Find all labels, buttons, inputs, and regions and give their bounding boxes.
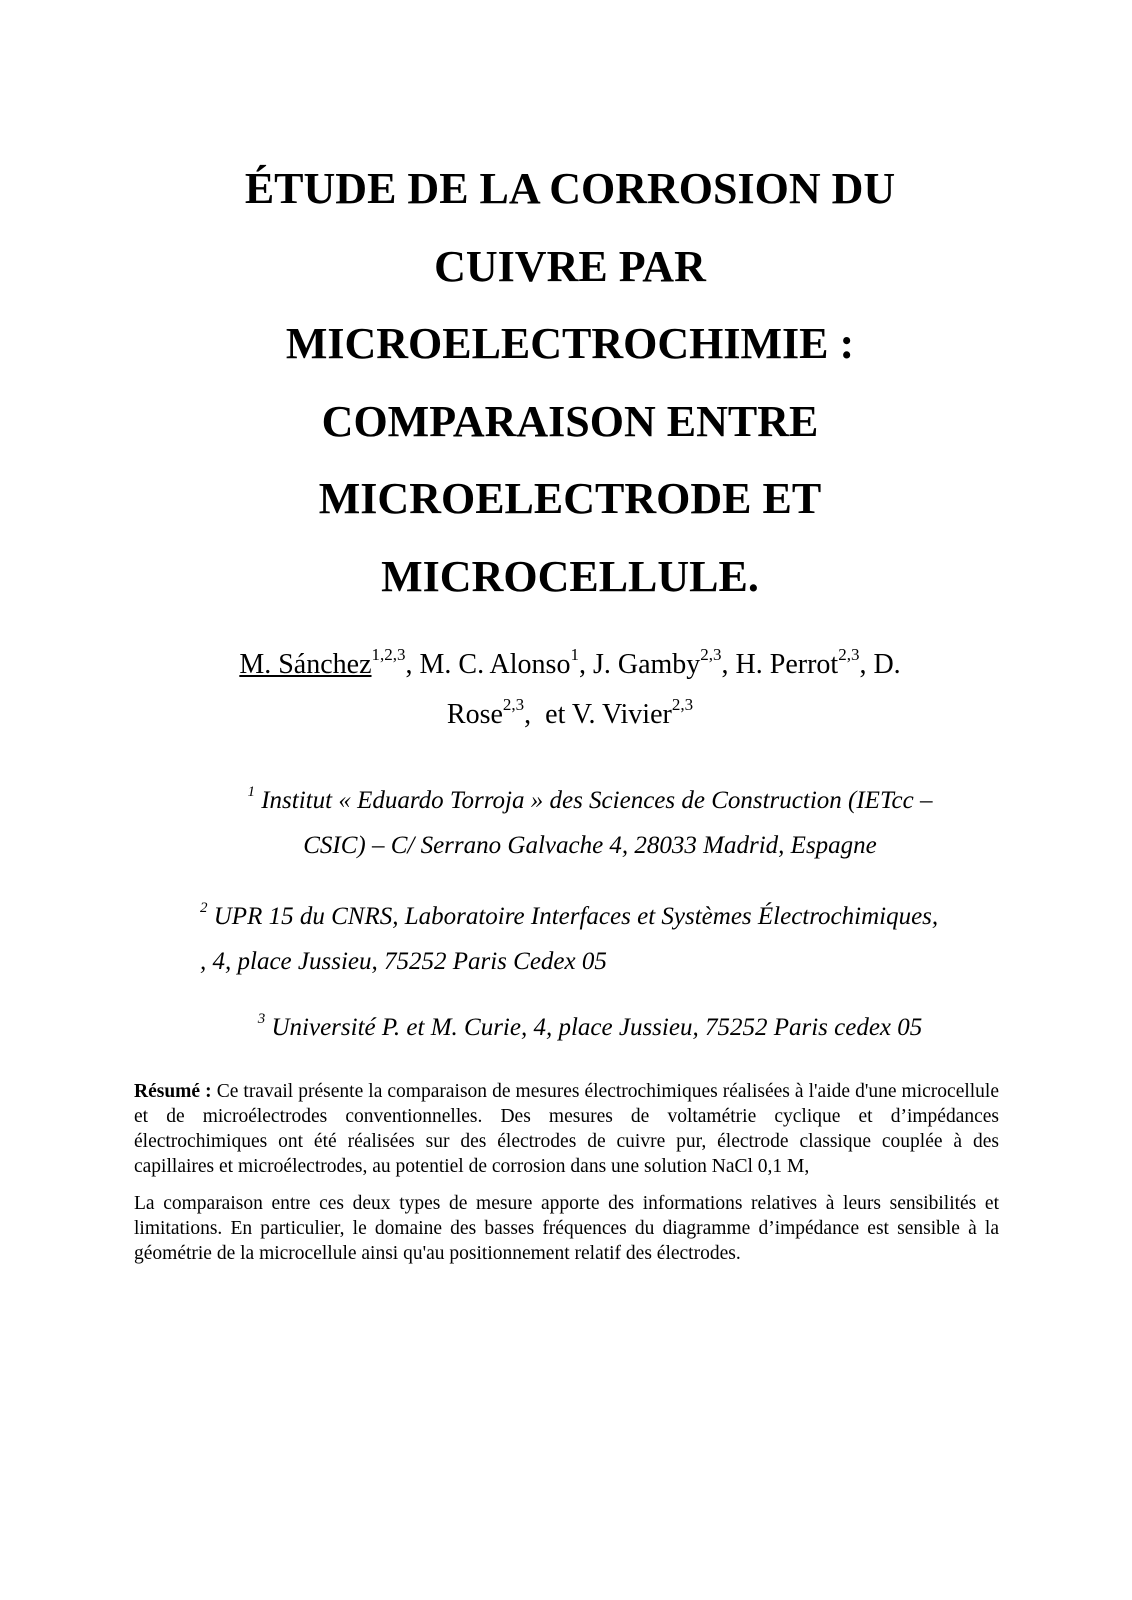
paper-title [230, 150, 910, 615]
title-line: ÉTUDE DE LA CORROSION DU [244, 164, 896, 213]
author-name: D. [873, 649, 901, 680]
affiliation-text: Institut « Eduardo Torroja » des Sciences de Construction (IETcc – [261, 787, 933, 814]
affiliation-number: 3 [257, 1011, 266, 1027]
affiliation-2 [200, 894, 990, 984]
affiliation-line: CSIC) – C/ Serrano Galvache 4, 28033 Madrid, Espagne [303, 832, 877, 859]
author-separator: , [524, 699, 546, 730]
author-affiliation-mark: 2,3 [502, 695, 525, 714]
affiliation-line: , 4, place Jussieu, 75252 Paris Cedex 05 [200, 948, 607, 975]
abstract-paragraph: La comparaison entre ces deux types de mesure apporte des informations relatives à leurs sensibilités et limitations. En particulier, le domaine des basses fréquences du diagramme d’impédance est sensible à la géométrie de la microcellule ainsi qu'au positionnement relatif des électrodes. [134, 1193, 999, 1264]
author-line [190, 640, 950, 690]
affiliation-text: Université P. et M. Curie, 4, place Jussieu, 75252 Paris cedex 05 [271, 1014, 923, 1041]
author-affiliation-mark: 1,2,3 [371, 645, 406, 664]
author-separator: , [721, 649, 736, 680]
abstract [134, 1079, 999, 1266]
author-name: J. Gamby [592, 649, 701, 680]
author-affiliation-mark: 2,3 [671, 695, 694, 714]
title-line: MICROELECTROCHIMIE : [285, 319, 855, 368]
author-separator: , [578, 649, 593, 680]
author-affiliation-mark: 1 [570, 645, 579, 664]
title-line: MICROELECTRODE ET [318, 474, 822, 523]
author-name: Rose [446, 699, 503, 730]
affiliation-line [200, 778, 980, 823]
abstract-label: Résumé : [134, 1081, 212, 1102]
author-list [190, 640, 950, 740]
author-affiliation-mark: 2,3 [838, 645, 860, 664]
author-separator: , [859, 649, 874, 680]
affiliation-number: 1 [247, 784, 255, 800]
abstract-text: Ce travail présente la comparaison de mesures électrochimiques réalisées à l'aide d'une microcellule et de microélectrodes conventionnelles. Des mesures de voltamétrie cyclique et d’impédances électrochimiques ont été réalisées sur des électrodes de cuivre pur, électrode classique couplée à des capillaires et microélectrodes, au potentiel de corrosion dans une solution NaCl 0,1 M, [134, 1081, 1000, 1177]
author-name: M. C. Alonso [419, 649, 571, 680]
author-affiliation-mark: 2,3 [700, 645, 722, 664]
title-line: CUIVRE PAR [434, 241, 706, 291]
author-name: H. Perrot [735, 649, 839, 680]
title-line: MICROCELLULE. [381, 551, 759, 601]
affiliation-1 [200, 778, 980, 868]
abstract-paragraph [134, 1079, 999, 1179]
author-separator: , [405, 649, 420, 680]
author-name: M. Sánchez [239, 649, 372, 680]
author-line [190, 690, 950, 740]
affiliation-text: UPR 15 du CNRS, Laboratoire Interfaces et Systèmes Électrochimiques, [213, 903, 939, 930]
affiliation-line [200, 894, 990, 939]
affiliation-line [200, 1005, 980, 1050]
affiliation-number: 2 [200, 900, 208, 916]
title-line: COMPARAISON ENTRE [321, 396, 819, 446]
affiliation-3 [200, 1005, 980, 1050]
author-name: et V. Vivier [545, 699, 672, 730]
